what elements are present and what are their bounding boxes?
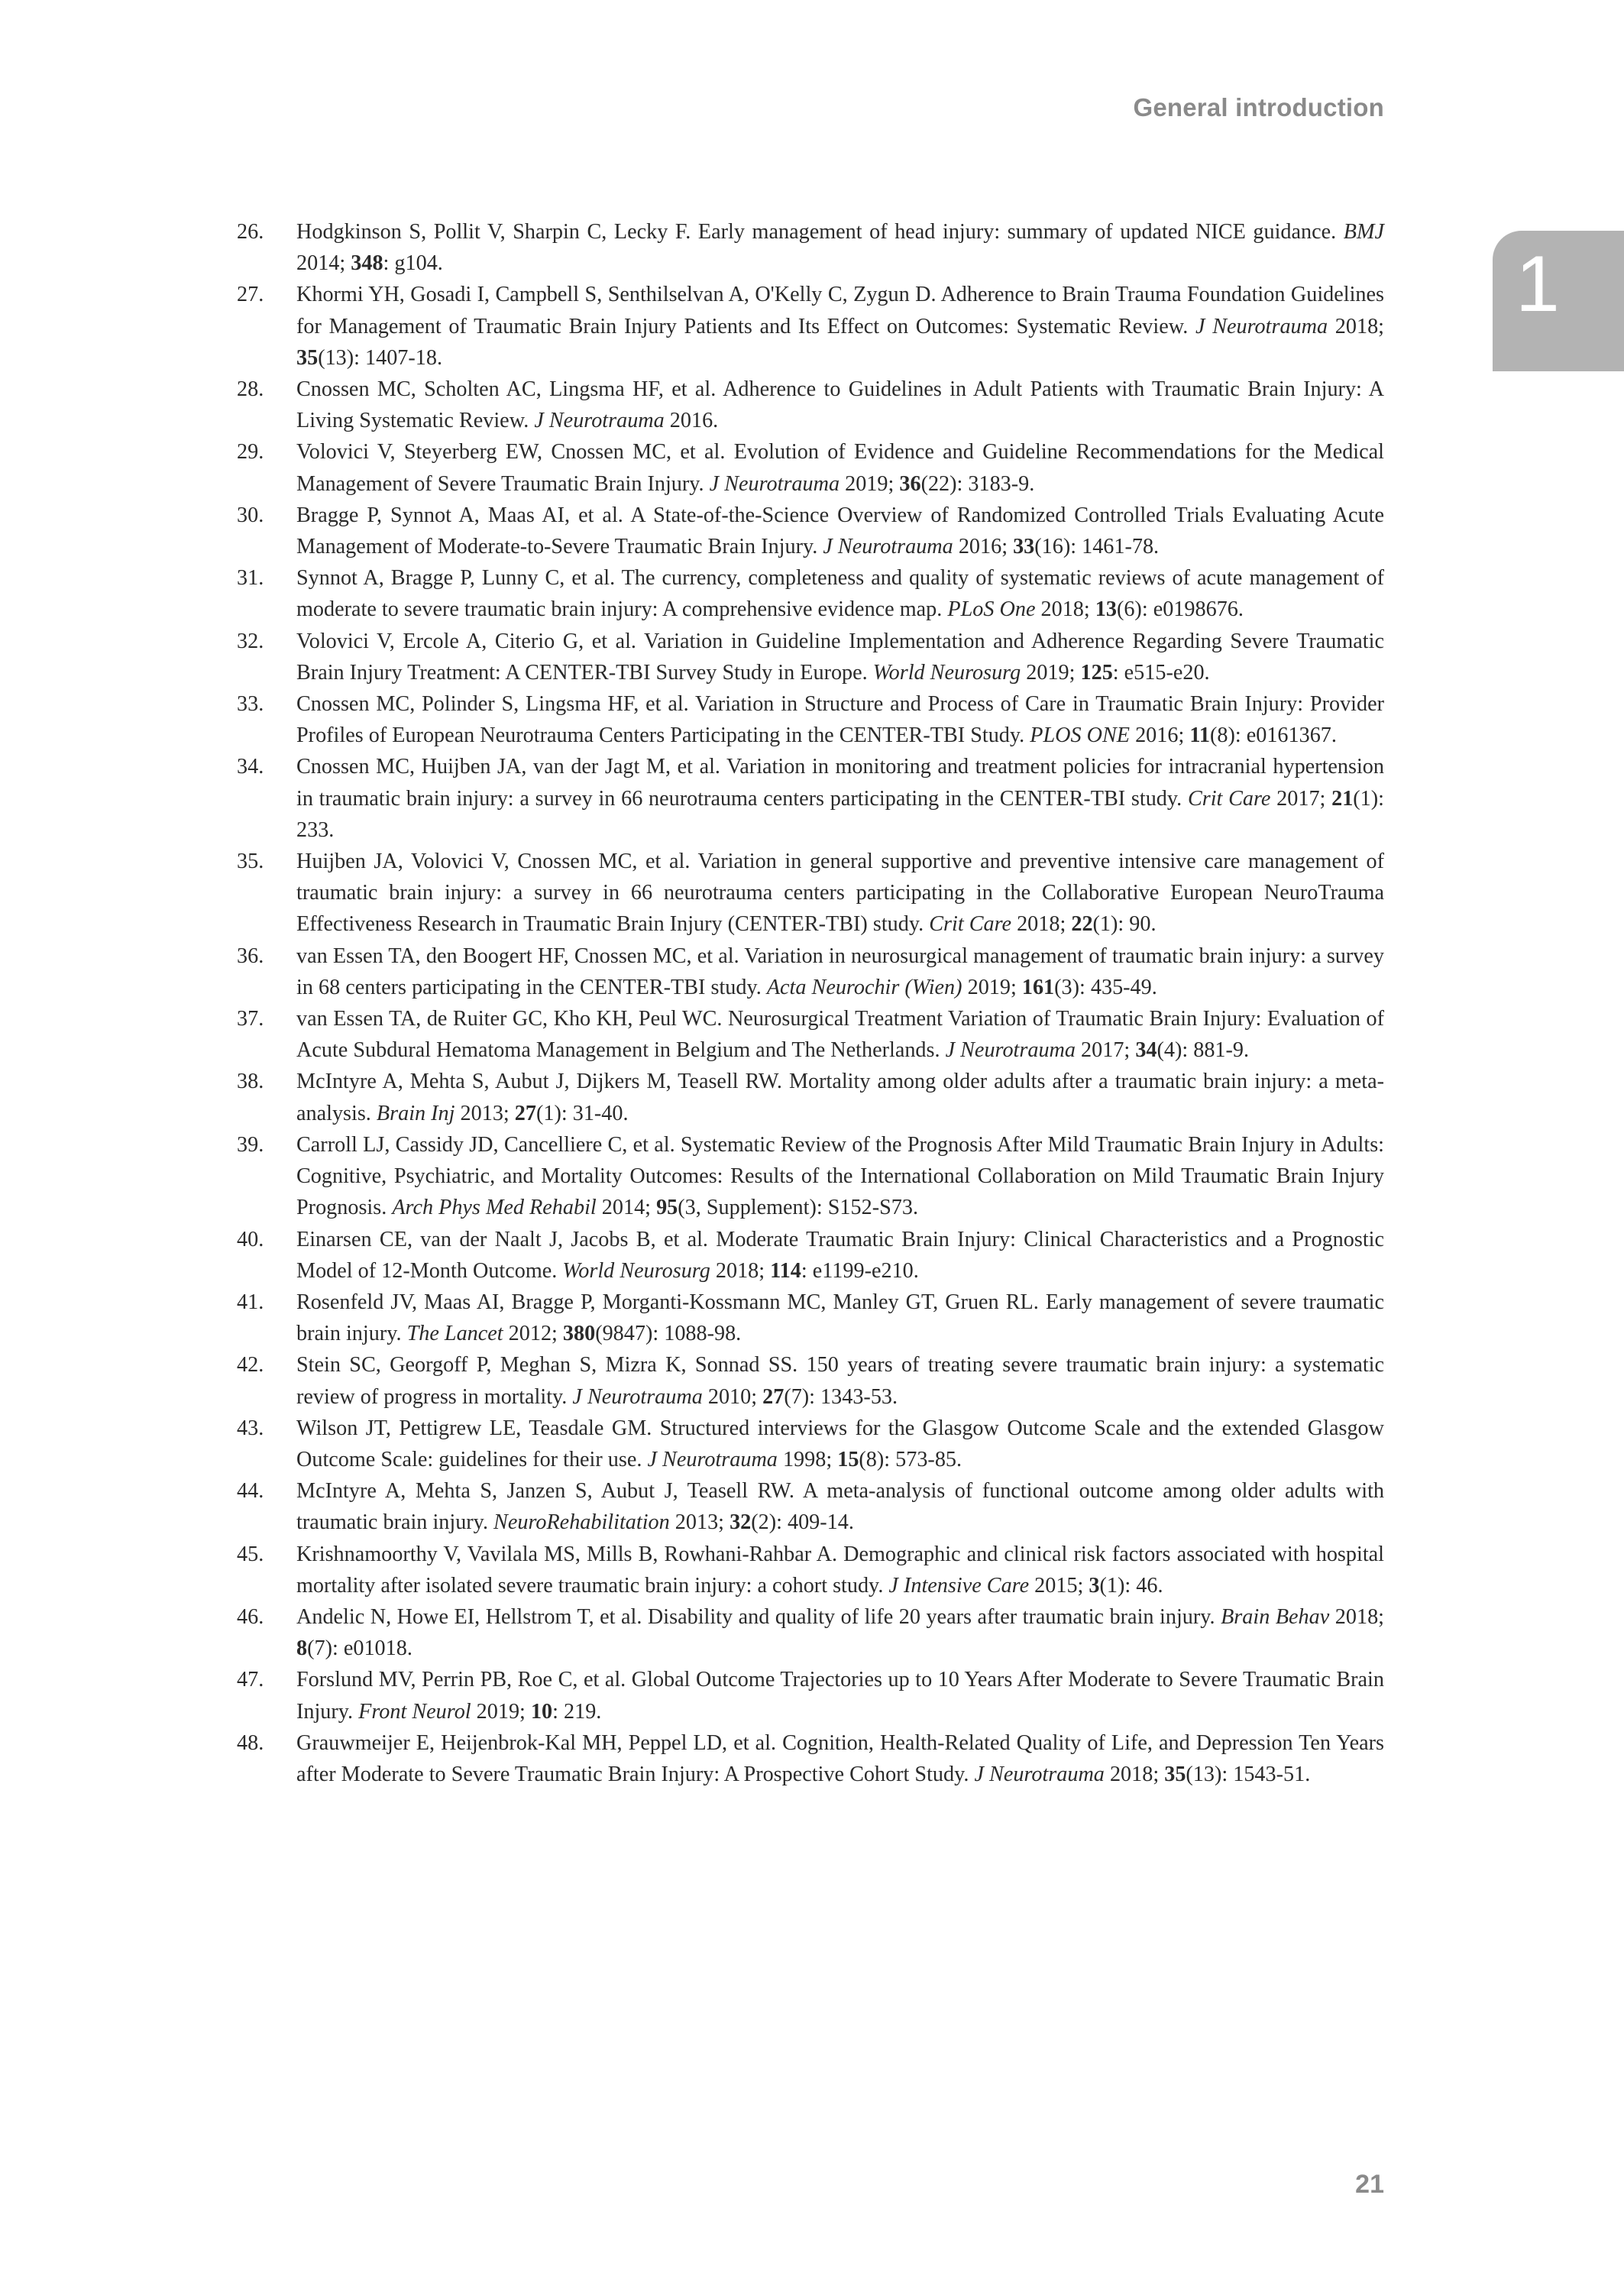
journal-name: PLoS One bbox=[947, 597, 1036, 622]
reference-item bbox=[237, 626, 1384, 688]
volume-number: 35 bbox=[1164, 1762, 1186, 1786]
reference-number: 30. bbox=[237, 503, 264, 527]
volume-number: 21 bbox=[1331, 786, 1354, 811]
reference-number: 35. bbox=[237, 850, 264, 874]
reference-segment: Synnot A, Bragge P, Lunny C, et al. The currency, completeness and quality of systematic reviews of acute management of moderate to severe traumatic brain injury: A comprehensive evidence map. bbox=[296, 566, 1384, 622]
reference-text bbox=[296, 944, 1384, 999]
reference-segment: 2017; bbox=[1270, 786, 1332, 811]
reference-segment: (1): 90. bbox=[1092, 912, 1157, 937]
reference-number: 47. bbox=[237, 1668, 264, 1692]
volume-number: 34 bbox=[1135, 1038, 1157, 1063]
reference-segment: Khormi YH, Gosadi I, Campbell S, Senthilselvan A, O'Kelly C, Zygun D. Adherence to Brain Trauma Foundation Guidelines for Management of Traumatic Brain Injury Patients and Its Effect on Outcomes: Systematic Review. bbox=[296, 283, 1384, 338]
reference-item bbox=[237, 1287, 1384, 1349]
volume-number: 380 bbox=[562, 1322, 596, 1346]
reference-segment: 2013; bbox=[669, 1510, 730, 1535]
reference-segment: (1): 31-40. bbox=[535, 1101, 629, 1125]
volume-number: 10 bbox=[530, 1699, 553, 1724]
reference-segment: 2018; bbox=[1104, 1762, 1165, 1786]
reference-segment: (3, Supplement): S152-S73. bbox=[678, 1196, 919, 1220]
reference-segment: Volovici V, Ercole A, Citerio G, et al. Variation in Guideline Implementation and Adherence Regarding Severe Traumatic Brain Injury Treatment: A CENTER-TBI Survey Study in Europe. bbox=[296, 629, 1384, 685]
reference-segment: McIntyre A, Mehta S, Aubut J, Dijkers M, Teasell RW. Mortality among older adults after a traumatic brain injury: a meta-analysis. bbox=[296, 1070, 1384, 1125]
reference-segment: 2016; bbox=[953, 535, 1014, 559]
volume-number: 33 bbox=[1013, 535, 1035, 559]
reference-item bbox=[237, 1601, 1384, 1664]
volume-number: 15 bbox=[837, 1447, 859, 1471]
journal-name: J Neurotrauma bbox=[945, 1038, 1076, 1063]
volume-number: 125 bbox=[1080, 660, 1113, 685]
reference-segment: Hodgkinson S, Pollit V, Sharpin C, Lecky F. Early management of head injury: summary of updated NICE guidance. bbox=[296, 220, 1344, 244]
reference-number: 32. bbox=[237, 629, 264, 653]
reference-segment: 2017; bbox=[1076, 1038, 1136, 1063]
reference-segment: McIntyre A, Mehta S, Janzen S, Aubut J, Teasell RW. A meta-analysis of functional outcome among older adults with traumatic brain injury. bbox=[296, 1479, 1384, 1535]
journal-name: J Neurotrauma bbox=[572, 1384, 703, 1409]
reference-segment: van Essen TA, de Ruiter GC, Kho KH, Peul WC. Neurosurgical Treatment Variation of Traumatic Brain Injury: Evaluation of Acute Subdural Hematoma Management in Belgium and The Netherlands. bbox=[296, 1007, 1384, 1063]
reference-segment: 2013; bbox=[455, 1101, 515, 1125]
journal-name: Crit Care bbox=[1187, 786, 1271, 811]
reference-segment: Rosenfeld JV, Maas AI, Bragge P, Morganti-Kossmann MC, Manley GT, Gruen RL. Early management of severe traumatic brain injury. bbox=[296, 1290, 1384, 1346]
volume-number: 161 bbox=[1021, 975, 1055, 999]
journal-name: BMJ bbox=[1343, 220, 1384, 244]
reference-segment: (7): e01018. bbox=[307, 1636, 412, 1661]
reference-item bbox=[237, 1664, 1384, 1727]
reference-segment: Volovici V, Steyerberg EW, Cnossen MC, et al. Evolution of Evidence and Guideline Recommendations for the Medical Management of Severe Traumatic Brain Injury. bbox=[296, 440, 1384, 496]
reference-segment: 2018; bbox=[1011, 912, 1072, 937]
reference-segment: : e515-e20. bbox=[1112, 660, 1210, 685]
reference-number: 44. bbox=[237, 1479, 264, 1504]
volume-number: 27 bbox=[762, 1384, 785, 1409]
reference-text bbox=[296, 1416, 1384, 1471]
reference-item bbox=[237, 562, 1384, 625]
reference-segment: 2015; bbox=[1029, 1573, 1089, 1598]
reference-segment: : e1199-e210. bbox=[801, 1258, 919, 1283]
reference-segment: 2019; bbox=[1021, 660, 1081, 685]
reference-segment: (9847): 1088-98. bbox=[595, 1322, 742, 1346]
reference-item bbox=[237, 279, 1384, 374]
reference-text bbox=[296, 1479, 1384, 1534]
reference-text bbox=[296, 1731, 1384, 1786]
journal-name: J Intensive Care bbox=[888, 1573, 1030, 1598]
reference-text bbox=[296, 566, 1384, 621]
reference-item bbox=[237, 846, 1384, 940]
reference-item bbox=[237, 1539, 1384, 1601]
journal-name: J Neurotrauma bbox=[823, 535, 953, 559]
reference-segment: Andelic N, Howe EI, Hellstrom T, et al. Disability and quality of life 20 years after traumatic brain injury. bbox=[296, 1604, 1221, 1629]
volume-number: 36 bbox=[899, 471, 921, 496]
reference-segment: (16): 1461-78. bbox=[1034, 535, 1160, 559]
reference-segment: 1998; bbox=[777, 1447, 838, 1471]
reference-segment: 2016. bbox=[664, 409, 719, 433]
reference-segment: Bragge P, Synnot A, Maas AI, et al. A State-of-the-Science Overview of Randomized Controlled Trials Evaluating Acute Management of Moderate-to-Severe Traumatic Brain Injury. bbox=[296, 503, 1384, 559]
reference-segment: (1): 233. bbox=[296, 786, 1384, 842]
reference-item bbox=[237, 436, 1384, 499]
reference-segment: (8): e0161367. bbox=[1209, 724, 1337, 748]
reference-segment: Carroll LJ, Cassidy JD, Cancelliere C, et al. Systematic Review of the Prognosis After Mild Traumatic Brain Injury in Adults: Cognitive, Psychiatric, and Mortality Outcomes: Results of the International Collaboration on Mild Traumatic Brain Injury Prognosis. bbox=[296, 1132, 1384, 1220]
reference-segment: (8): 573-85. bbox=[859, 1447, 962, 1471]
reference-list bbox=[237, 216, 1384, 1790]
reference-segment: (3): 435-49. bbox=[1054, 975, 1157, 999]
reference-number: 40. bbox=[237, 1227, 264, 1251]
reference-text bbox=[296, 692, 1384, 747]
journal-name: J Neurotrauma bbox=[709, 471, 840, 496]
reference-segment: 2010; bbox=[702, 1384, 763, 1409]
reference-number: 46. bbox=[237, 1604, 264, 1629]
reference-number: 26. bbox=[237, 220, 264, 244]
reference-item bbox=[237, 1727, 1384, 1790]
volume-number: 11 bbox=[1189, 724, 1210, 748]
reference-item bbox=[237, 216, 1384, 279]
reference-text bbox=[296, 377, 1384, 432]
reference-item bbox=[237, 1066, 1384, 1128]
reference-segment: Grauwmeijer E, Heijenbrok-Kal MH, Peppel LD, et al. Cognition, Health-Related Quality of Life, and Depression Ten Years after Moderate to Severe Traumatic Brain Injury: A Prospective Cohort Study. bbox=[296, 1730, 1384, 1786]
reference-segment: 2018; bbox=[710, 1258, 771, 1283]
journal-name: NeuroRehabilitation bbox=[493, 1510, 670, 1535]
reference-segment: van Essen TA, den Boogert HF, Cnossen MC, et al. Variation in neurosurgical management of traumatic brain injury: a survey in 68 centers participating in the CENTER-TBI study. bbox=[296, 944, 1384, 999]
journal-name: J Neurotrauma bbox=[647, 1447, 778, 1471]
reference-text bbox=[296, 503, 1384, 558]
journal-name: Crit Care bbox=[929, 912, 1012, 937]
journal-name: World Neurosurg bbox=[872, 660, 1021, 685]
reference-segment: (13): 1543-51. bbox=[1186, 1762, 1311, 1786]
reference-item bbox=[237, 1129, 1384, 1224]
reference-text bbox=[296, 440, 1384, 495]
chapter-number: 1 bbox=[1516, 240, 1560, 329]
journal-name: J Neurotrauma bbox=[534, 409, 665, 433]
volume-number: 95 bbox=[656, 1196, 678, 1220]
reference-segment: (6): e0198676. bbox=[1116, 597, 1244, 622]
reference-number: 43. bbox=[237, 1416, 264, 1440]
volume-number: 8 bbox=[296, 1636, 308, 1661]
reference-segment: Stein SC, Georgoff P, Meghan S, Mizra K, Sonnad SS. 150 years of treating severe traumatic brain injury: a systematic review of progress in mortality. bbox=[296, 1353, 1384, 1409]
journal-name: Brain Inj bbox=[376, 1101, 455, 1125]
reference-text bbox=[296, 1543, 1384, 1598]
volume-number: 22 bbox=[1071, 912, 1093, 937]
reference-segment: Krishnamoorthy V, Vavilala MS, Mills B, Rowhani-Rahbar A. Demographic and clinical risk factors associated with hospital mortality after isolated severe traumatic brain injury: a cohort study. bbox=[296, 1542, 1384, 1598]
reference-text bbox=[296, 850, 1384, 936]
reference-segment: 2019; bbox=[471, 1699, 531, 1724]
reference-segment: Einarsen CE, van der Naalt J, Jacobs B, et al. Moderate Traumatic Brain Injury: Clinical Characteristics and a Prognostic Model of 12-Month Outcome. bbox=[296, 1227, 1384, 1283]
journal-name: Acta Neurochir (Wien) bbox=[766, 975, 962, 999]
reference-item bbox=[237, 688, 1384, 751]
reference-number: 45. bbox=[237, 1542, 264, 1566]
reference-segment: (22): 3183-9. bbox=[920, 471, 1035, 496]
volume-number: 32 bbox=[730, 1510, 752, 1535]
reference-segment: 2012; bbox=[503, 1322, 563, 1346]
reference-number: 42. bbox=[237, 1353, 264, 1377]
chapter-tab bbox=[1493, 231, 1624, 371]
volume-number: 3 bbox=[1089, 1573, 1100, 1598]
reference-number: 28. bbox=[237, 377, 264, 402]
journal-name: Arch Phys Med Rehabil bbox=[392, 1196, 597, 1220]
reference-number: 36. bbox=[237, 944, 264, 968]
reference-segment: Cnossen MC, Polinder S, Lingsma HF, et al. Variation in Structure and Process of Care in Traumatic Brain Injury: Provider Profiles of European Neurotrauma Centers Participating in the CENTER-TBI Study. bbox=[296, 692, 1384, 748]
reference-text bbox=[296, 1007, 1384, 1062]
reference-number: 33. bbox=[237, 692, 264, 717]
reference-text bbox=[296, 1353, 1384, 1408]
volume-number: 35 bbox=[296, 345, 319, 370]
reference-number: 31. bbox=[237, 566, 264, 591]
volume-number: 27 bbox=[514, 1101, 536, 1125]
reference-segment: Wilson JT, Pettigrew LE, Teasdale GM. Structured interviews for the Glasgow Outcome Scale and the extended Glasgow Outcome Scale: guidelines for their use. bbox=[296, 1416, 1384, 1471]
reference-item bbox=[237, 1003, 1384, 1066]
journal-name: J Neurotrauma bbox=[974, 1762, 1105, 1786]
reference-segment: Huijben JA, Volovici V, Cnossen MC, et al. Variation in general supportive and preventive intensive care management of traumatic brain injury: a survey in 66 neurotrauma centers participating in the Collaborative European NeuroTrauma Effectiveness Research in Traumatic Brain Injury (CENTER-TBI) study. bbox=[296, 850, 1384, 937]
reference-segment: 2018; bbox=[1035, 597, 1095, 622]
reference-segment: (2): 409-14. bbox=[751, 1510, 854, 1535]
reference-text bbox=[296, 630, 1384, 685]
journal-name: J Neurotrauma bbox=[1195, 314, 1328, 338]
journal-name: The Lancet bbox=[406, 1322, 503, 1346]
reference-segment: 2019; bbox=[962, 975, 1022, 999]
reference-item bbox=[237, 751, 1384, 846]
reference-segment: 2016; bbox=[1130, 724, 1190, 748]
volume-number: 114 bbox=[770, 1258, 801, 1283]
reference-segment: Cnossen MC, Huijben JA, van der Jagt M, et al. Variation in monitoring and treatment policies for intracranial hypertension in traumatic brain injury: a survey in 66 neurotrauma centers participating in the CENTER-TBI study. bbox=[296, 755, 1384, 811]
journal-name: PLOS ONE bbox=[1030, 724, 1131, 748]
journal-name: Brain Behav bbox=[1221, 1604, 1330, 1629]
reference-item bbox=[237, 940, 1384, 1003]
reference-segment: 2014; bbox=[296, 251, 351, 276]
reference-segment: 2018; bbox=[1328, 314, 1384, 338]
reference-segment: Cnossen MC, Scholten AC, Lingsma HF, et al. Adherence to Guidelines in Adult Patients with Traumatic Brain Injury: A Living Systematic Review. bbox=[296, 377, 1384, 433]
reference-segment: : 219. bbox=[552, 1699, 602, 1724]
reference-item bbox=[237, 1349, 1384, 1412]
reference-segment: (13): 1407-18. bbox=[318, 345, 443, 370]
running-header: General introduction bbox=[1133, 93, 1384, 121]
reference-text bbox=[296, 1133, 1384, 1219]
reference-number: 48. bbox=[237, 1730, 264, 1755]
reference-segment: 2014; bbox=[596, 1196, 657, 1220]
reference-number: 39. bbox=[237, 1132, 264, 1157]
reference-number: 41. bbox=[237, 1290, 264, 1314]
reference-text bbox=[296, 1228, 1384, 1283]
reference-number: 29. bbox=[237, 440, 264, 465]
page-number: 21 bbox=[1355, 2170, 1384, 2199]
reference-text bbox=[296, 220, 1384, 275]
reference-number: 37. bbox=[237, 1007, 264, 1031]
reference-number: 34. bbox=[237, 755, 264, 779]
reference-text bbox=[296, 755, 1384, 841]
volume-number: 13 bbox=[1095, 597, 1117, 622]
reference-text bbox=[296, 283, 1384, 369]
journal-name: World Neurosurg bbox=[562, 1258, 710, 1283]
reference-segment: (4): 881-9. bbox=[1157, 1038, 1250, 1063]
reference-segment: (1): 46. bbox=[1099, 1573, 1163, 1598]
reference-segment: Forslund MV, Perrin PB, Roe C, et al. Global Outcome Trajectories up to 10 Years After Moderate to Severe Traumatic Brain Injury. bbox=[296, 1668, 1384, 1724]
reference-segment: (7): 1343-53. bbox=[784, 1384, 898, 1409]
reference-number: 38. bbox=[237, 1070, 264, 1094]
reference-item bbox=[237, 1224, 1384, 1287]
reference-segment: : g104. bbox=[383, 251, 443, 276]
reference-number: 27. bbox=[237, 283, 264, 307]
volume-number: 348 bbox=[351, 251, 383, 276]
reference-text bbox=[296, 1605, 1384, 1660]
reference-text bbox=[296, 1290, 1384, 1345]
reference-segment: 2018; bbox=[1329, 1604, 1384, 1629]
reference-text bbox=[296, 1668, 1384, 1723]
reference-item bbox=[237, 1413, 1384, 1475]
reference-item bbox=[237, 374, 1384, 436]
reference-text bbox=[296, 1070, 1384, 1125]
journal-name: Front Neurol bbox=[358, 1699, 471, 1724]
reference-segment: 2019; bbox=[839, 471, 900, 496]
reference-item bbox=[237, 1475, 1384, 1538]
reference-item bbox=[237, 500, 1384, 562]
